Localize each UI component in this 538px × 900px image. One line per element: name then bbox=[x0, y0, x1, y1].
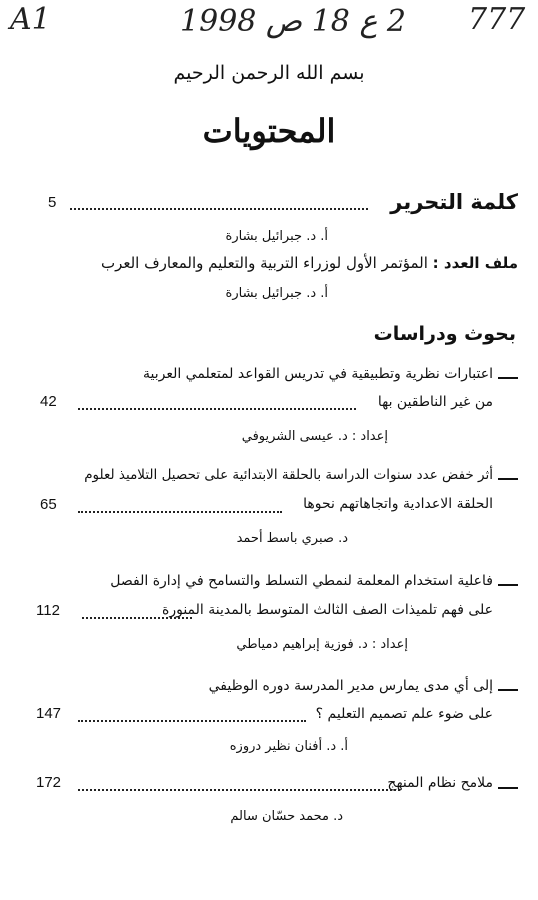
issue-file-author: أ. د. جبرائيل بشارة bbox=[225, 286, 328, 301]
article-author: د. صبري باسط أحمد bbox=[236, 531, 348, 546]
article-leader bbox=[78, 720, 306, 722]
article-page: 172 bbox=[36, 774, 62, 791]
article-author: إعداد : د. فوزية إبراهيم دمياطي bbox=[236, 637, 408, 652]
handwritten-ref-number: 777 bbox=[468, 2, 526, 37]
article-page: 42 bbox=[40, 393, 57, 410]
issue-file-label: ملف العدد : bbox=[432, 254, 518, 272]
article-dash bbox=[498, 787, 518, 789]
section-heading: بحوث ودراسات bbox=[373, 323, 516, 345]
editorial-author: أ. د. جبرائيل بشارة bbox=[225, 229, 328, 244]
article-leader bbox=[78, 789, 400, 791]
article-leader bbox=[82, 617, 192, 619]
article-leader bbox=[78, 408, 356, 410]
issue-file-text: المؤتمر الأول لوزراء التربية والتعليم والمعارف العرب bbox=[100, 254, 428, 272]
page-title: المحتويات bbox=[202, 112, 336, 150]
handwritten-code: A1 bbox=[10, 2, 51, 37]
article-author: د. محمد حسّان سالم bbox=[230, 809, 343, 824]
article-dash bbox=[498, 377, 518, 379]
article-title-line2: من غير الناطقين بها bbox=[377, 394, 493, 410]
article-title-line1: ملامح نظام المنهج bbox=[387, 775, 493, 791]
handwritten-date: 2 ع 18 ص 1998 bbox=[180, 4, 406, 39]
article-dash bbox=[498, 478, 518, 480]
article-author: أ. د. أفنان نظير دروزه bbox=[229, 739, 348, 754]
article-title-line1: أثر خفض عدد سنوات الدراسة بالحلقة الابتدائية على تحصيل التلاميذ لعلوم bbox=[84, 467, 493, 483]
editorial-page: 5 bbox=[48, 194, 57, 211]
editorial-heading: كلمة التحرير bbox=[390, 190, 518, 214]
article-page: 65 bbox=[40, 496, 57, 513]
editorial-leader bbox=[70, 208, 368, 210]
article-page: 147 bbox=[36, 705, 62, 722]
article-page: 112 bbox=[36, 602, 60, 619]
article-title-line1: فاعلية استخدام المعلمة لنمطي التسلط والتسامح في إدارة الفصل bbox=[110, 573, 493, 589]
article-title-line2: على فهم تلميذات الصف الثالث المتوسط بالمدينة المنورة bbox=[161, 602, 493, 618]
issue-file-line bbox=[101, 254, 518, 272]
article-author: إعداد : د. عيسى الشريوفي bbox=[241, 429, 388, 444]
article-dash bbox=[498, 584, 518, 586]
article-dash bbox=[498, 689, 518, 691]
article-title-line1: إلى أي مدى يمارس مدير المدرسة دوره الوظيفي bbox=[208, 678, 493, 694]
article-title-line1: اعتبارات نظرية وتطبيقية في تدريس القواعد لمتعلمي العربية bbox=[142, 366, 493, 382]
article-title-line2: على ضوء علم تصميم التعليم ؟ bbox=[315, 706, 493, 722]
article-title-line2: الحلقة الاعدادية واتجاهاتهم نحوها bbox=[303, 496, 493, 512]
basmala: بسم الله الرحمن الرحيم bbox=[173, 62, 365, 84]
article-leader bbox=[78, 511, 282, 513]
